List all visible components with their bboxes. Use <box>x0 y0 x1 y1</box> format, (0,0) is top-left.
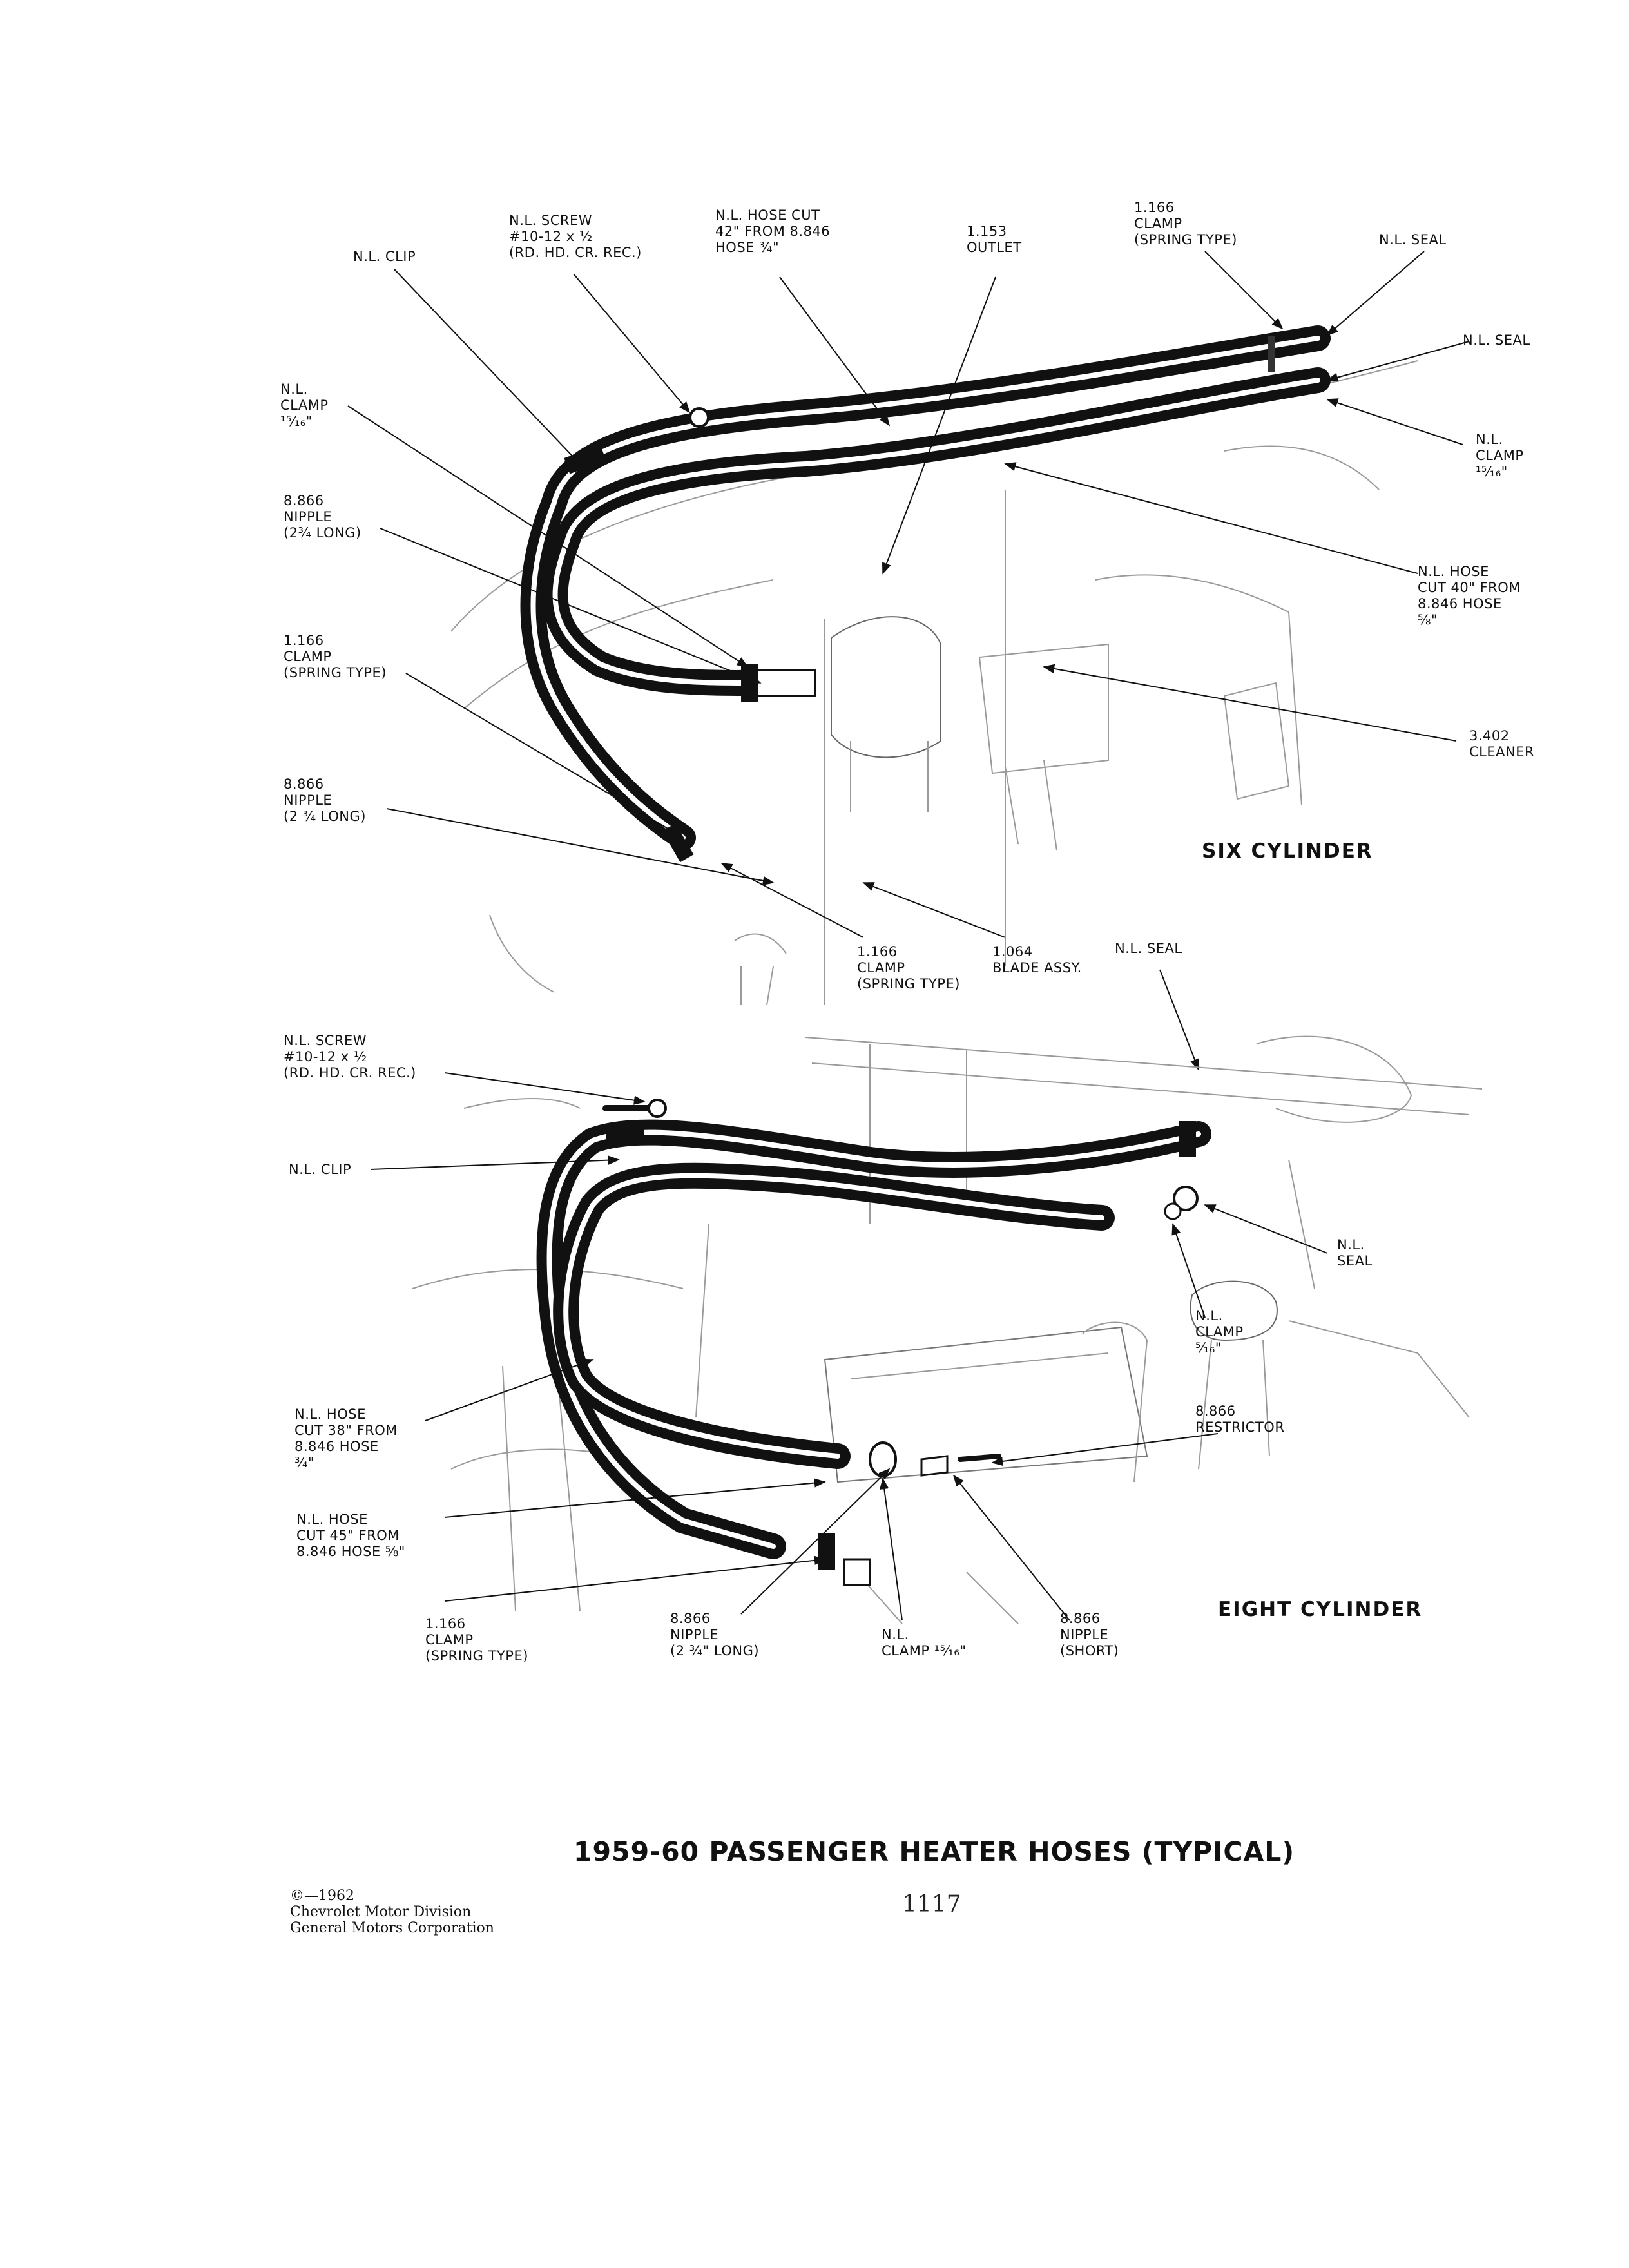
six-callout-hose-cut-42: N.L. HOSE CUT 42" FROM 8.846 HOSE ¾" <box>715 207 831 255</box>
eight-callout-nipple-short: 8.866 NIPPLE (SHORT) <box>1060 1611 1119 1658</box>
eight-callout-restrictor: 8.866 RESTRICTOR <box>1195 1403 1285 1435</box>
page-title: 1959-60 PASSENGER HEATER HOSES (TYPICAL) <box>574 1836 1295 1867</box>
six-callout-nl-seal-right: N.L. SEAL <box>1463 332 1530 348</box>
six-callout-nl-seal-top: N.L. SEAL <box>1379 232 1447 247</box>
copyright-block <box>290 1888 494 1936</box>
six-callout-nl-clamp-right: N.L. CLAMP ¹⁵⁄₁₆" <box>1476 432 1524 479</box>
six-cylinder-hoses <box>534 336 1318 862</box>
eight-callout-hose-cut-45: N.L. HOSE CUT 45" FROM 8.846 HOSE ⅝" <box>296 1512 405 1559</box>
six-callout-clamp-spring-top: 1.166 CLAMP (SPRING TYPE) <box>1134 200 1237 247</box>
eight-callout-nl-clamp-bottom: N.L. CLAMP ¹⁵⁄₁₆" <box>882 1627 967 1658</box>
six-callout-hose-cut-40: N.L. HOSE CUT 40" FROM 8.846 HOSE ⅝" <box>1418 564 1521 628</box>
six-callout-clamp-spring-bottom: 1.166 CLAMP (SPRING TYPE) <box>857 944 960 992</box>
six-callout-nipple-upper: 8.866 NIPPLE (2¾ LONG) <box>284 493 361 541</box>
eight-callout-nl-screw: N.L. SCREW #10-12 x ½ (RD. HD. CR. REC.) <box>284 1033 416 1081</box>
six-callout-nipple-lower: 8.866 NIPPLE (2 ¾ LONG) <box>284 776 366 824</box>
eight-callout-clamp-spring: 1.166 CLAMP (SPRING TYPE) <box>425 1616 528 1664</box>
eight-cylinder-hoses <box>550 1100 1199 1585</box>
six-callout-nl-clamp-left: N.L. CLAMP ¹⁵⁄₁₆" <box>280 381 329 429</box>
eight-callout-nipple-long: 8.866 NIPPLE (2 ¾" LONG) <box>670 1611 760 1658</box>
six-callout-cleaner: 3.402 CLEANER <box>1469 728 1535 760</box>
copyright-line: ©—1962 <box>290 1888 354 1904</box>
eight-callout-nl-seal: N.L. SEAL <box>1337 1237 1373 1269</box>
six-callout-blade-assy: 1.064 BLADE ASSY. <box>992 944 1082 975</box>
copyright-line: General Motors Corporation <box>290 1920 494 1936</box>
eight-cylinder-heading: EIGHT CYLINDER <box>1218 1598 1423 1621</box>
eight-callout-nl-clip: N.L. CLIP <box>289 1162 352 1177</box>
six-callout-nl-screw: N.L. SCREW #10-12 x ½ (RD. HD. CR. REC.) <box>509 213 642 260</box>
six-callout-clamp-spring-left: 1.166 CLAMP (SPRING TYPE) <box>284 633 387 680</box>
six-cylinder-heading: SIX CYLINDER <box>1202 840 1373 863</box>
page-number: 1117 <box>902 1891 961 1917</box>
copyright-line: Chevrolet Motor Division <box>290 1904 472 1920</box>
six-callout-nl-seal-bottom: N.L. SEAL <box>1115 941 1182 956</box>
eight-callout-nl-clamp: N.L. CLAMP ⁵⁄₁₆" <box>1195 1308 1244 1356</box>
eight-callout-hose-cut-38: N.L. HOSE CUT 38" FROM 8.846 HOSE ¾" <box>294 1407 398 1470</box>
six-callout-nl-clip: N.L. CLIP <box>353 249 416 264</box>
six-callout-outlet: 1.153 OUTLET <box>967 224 1022 255</box>
